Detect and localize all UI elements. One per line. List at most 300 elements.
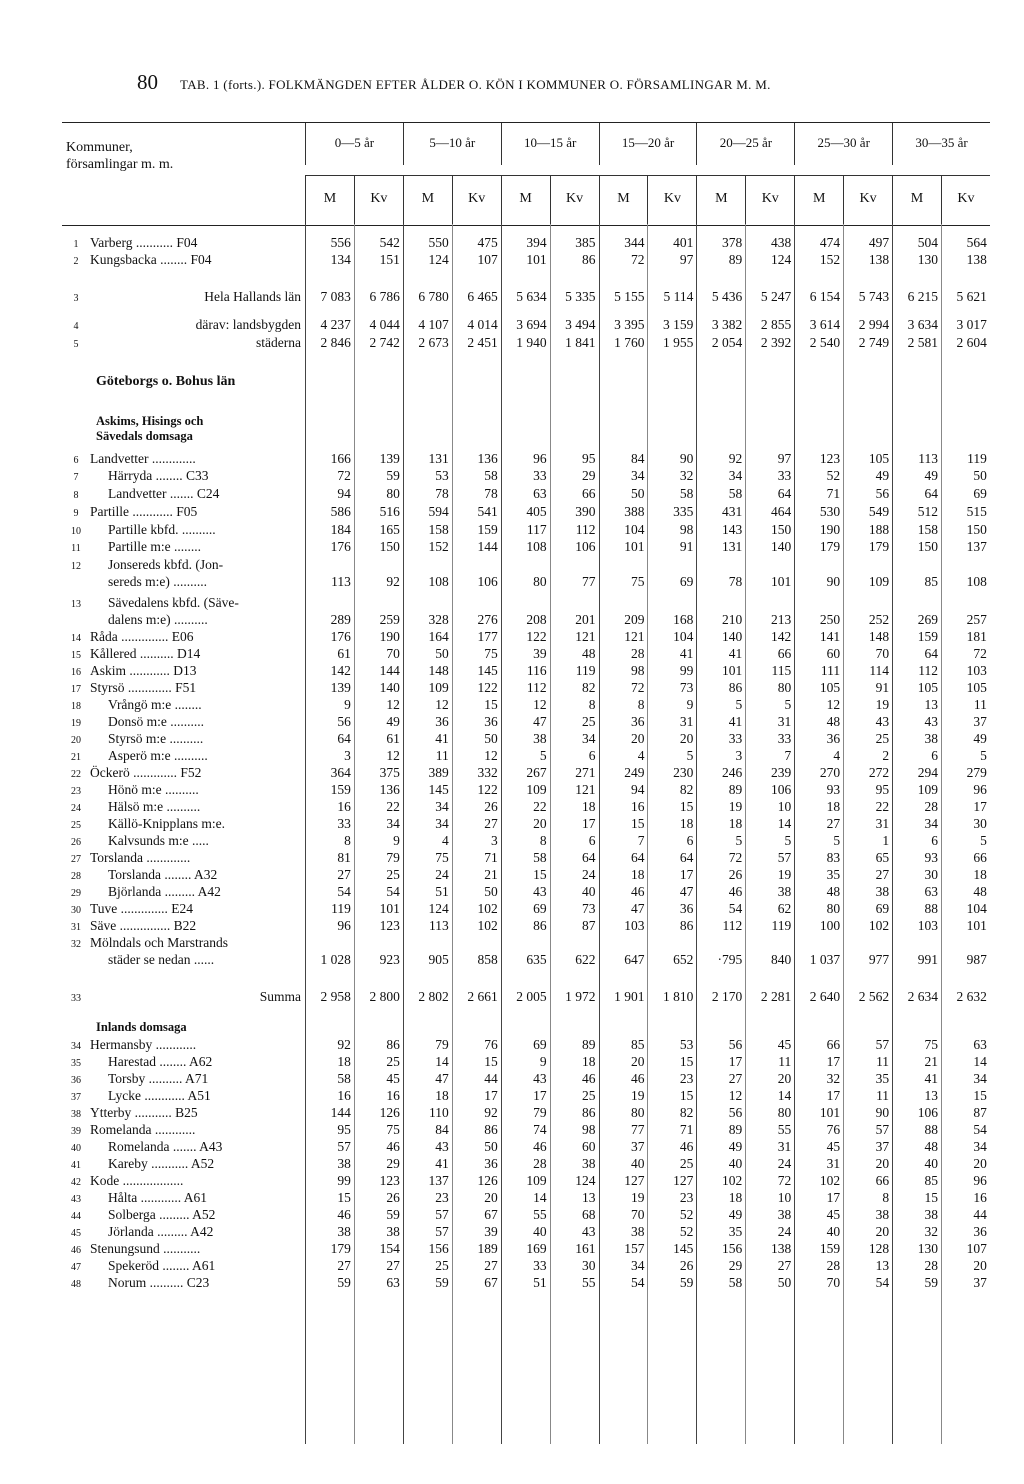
table-cell: 905 [428,952,449,967]
table-cell: 190 [379,629,400,644]
table-cell: 36 [484,714,498,729]
table-cell: 96 [973,782,987,797]
table-cell: 137 [428,1173,449,1188]
table-cell: 1 901 [614,989,645,1004]
table-cell: 127 [624,1173,645,1188]
table-cell: 88 [924,1122,938,1137]
table-cell: 375 [379,765,400,780]
table-row [62,467,990,484]
table-cell: 3 494 [565,317,596,332]
table-cell: 103 [917,918,938,933]
table-cell: 29 [386,1156,400,1171]
table-cell: 131 [428,451,449,466]
table-cell: 106 [770,782,792,797]
table-cell: 161 [575,1241,596,1256]
table-cell: 66 [582,486,596,501]
table-cell: 158 [428,522,449,537]
table-cell: 79 [386,850,400,865]
table-cell: 5 [980,748,987,763]
table-cell: 335 [673,504,694,519]
row-label: Hålta ............ A61 [108,1190,207,1205]
table-cell: 40 [630,1156,645,1171]
table-cell: 15 [484,697,498,712]
row-label: Säve ............... B22 [90,918,197,933]
table-cell: 54 [386,884,400,899]
table-cell: 497 [868,235,890,250]
table-cell: 16 [386,1088,400,1103]
table-cell: 95 [337,1122,351,1137]
table-cell: 27 [484,1258,498,1273]
table-cell: 37 [875,1139,890,1154]
table-cell: 7 083 [320,289,351,304]
table-cell: 75 [924,1037,938,1052]
table-cell: 6 780 [418,289,449,304]
table-cell: 3 614 [809,317,841,332]
table-cell: 594 [428,504,449,519]
table-cell: 30 [973,816,987,831]
table-cell: 78 [435,486,449,501]
table-row [62,900,990,917]
table-cell: 18 [973,867,987,882]
table-cell: 85 [924,1173,938,1188]
table-cell: 208 [526,612,547,627]
table-cell: 6 154 [809,289,841,304]
table-cell: 49 [728,1139,743,1154]
row-number: 27 [71,854,81,865]
table-cell: 28 [630,646,645,661]
table-cell: 28 [826,1258,841,1273]
table-cell: 58 [533,850,547,865]
table-cell: 96 [533,451,547,466]
table-cell: 40 [533,1224,547,1239]
table-cell: 128 [868,1241,890,1256]
table-cell: 50 [777,1275,792,1290]
table-cell: 2 994 [858,317,890,332]
table-cell: 14 [435,1054,449,1069]
table-cell: 59 [679,1275,694,1290]
table-cell: 121 [575,629,596,644]
table-cell: 17 [582,816,596,831]
table-cell: 145 [477,663,498,678]
table-cell: 38 [924,731,938,746]
table-cell: 179 [330,1241,351,1256]
table-cell: 117 [526,522,547,537]
table-cell: 43 [533,884,547,899]
sex-header: Kv [647,175,696,225]
table-cell: 82 [679,782,694,797]
table-cell: 59 [435,1275,449,1290]
table-cell: 2 451 [467,335,498,350]
table-row [62,764,990,781]
table-cell: 18 [826,799,841,814]
table-row [62,696,990,713]
table-cell: 6 [931,748,938,763]
table-cell: 119 [331,901,351,916]
table-row [62,1155,990,1172]
table-cell: 86 [582,1105,596,1120]
row-number [62,967,90,968]
table-cell: 89 [728,782,743,797]
table-cell: 20 [679,731,694,746]
table-cell: 179 [819,539,841,554]
table-cell: 108 [428,574,449,589]
table-row [62,781,990,798]
table-cell: 923 [379,952,400,967]
table-cell: 328 [428,612,449,627]
age-group-header: 5—10 år [403,123,501,165]
row-number: 39 [71,1126,81,1137]
table-cell: 46 [630,884,645,899]
table-cell: 37 [630,1139,645,1154]
table-cell: 73 [679,680,694,695]
table-row [62,832,990,849]
table-cell: 5 247 [760,289,792,304]
table-cell: 38 [337,1156,351,1171]
sex-header: M [403,175,452,225]
sex-header: Kv [354,175,403,225]
row-number: 25 [71,820,81,831]
table-cell: 10 [777,1190,792,1205]
page-header [137,70,997,100]
table-cell: 84 [630,451,645,466]
row-label: Styrsö m:e .......... [108,731,204,746]
row-number: 16 [71,667,81,678]
table-cell: 239 [770,765,792,780]
row-number: 2 [73,256,79,267]
row-label: Kållered .......... D14 [90,646,201,661]
table-row [62,1070,990,1087]
table-cell: 20 [875,1156,890,1171]
table-cell: 63 [973,1037,987,1052]
table-cell: 19 [630,1088,645,1103]
table-cell: 58 [728,1275,743,1290]
table-cell: 95 [875,782,890,797]
table-cell: 60 [826,646,841,661]
table-cell: 104 [673,629,694,644]
table-cell: 77 [582,574,596,589]
table-cell: 64 [777,486,792,501]
table-cell: 105 [917,680,938,695]
table-cell: 70 [875,646,890,661]
table-cell: 108 [966,574,987,589]
table-cell: 159 [330,782,351,797]
table-cell: 57 [777,850,792,865]
table-cell: 148 [428,663,449,678]
table-cell: 121 [575,782,596,797]
table-cell: 3 395 [614,317,645,332]
table-cell: 108 [526,539,547,554]
table-cell: 2 800 [369,989,400,1004]
row-label: Jörlanda ......... A42 [108,1224,214,1239]
table-row [62,988,990,1005]
table-cell: 101 [966,918,987,933]
table-cell: 119 [575,663,596,678]
table-cell: 85 [924,574,938,589]
table-cell: 26 [728,867,743,882]
table-cell: 40 [728,1156,743,1171]
table-cell: 181 [966,629,987,644]
table-cell: 464 [770,504,792,519]
table-cell: 2 749 [858,335,890,350]
table-cell: 75 [435,850,449,865]
row-number: 7 [73,472,79,483]
table-cell: 165 [379,522,400,537]
table-cell: 41 [679,646,694,661]
table-cell: 57 [875,1122,890,1137]
row-number: 44 [71,1211,81,1222]
table-cell: 41 [924,1071,938,1086]
table-cell: 38 [875,884,890,899]
table-cell: 57 [875,1037,890,1052]
table-cell: 107 [477,252,498,267]
table-cell: 116 [526,663,547,678]
table-cell: 25 [875,731,890,746]
table-cell: 38 [337,1224,351,1239]
table-cell: 176 [330,629,351,644]
table-cell: 143 [722,522,743,537]
row-label: Ytterby ........... B25 [90,1105,198,1120]
table-cell: 190 [819,522,841,537]
table-cell: 37 [973,714,987,729]
column-caption: Kommuner, församlingar m. m. [66,140,174,172]
table-cell: 48 [973,884,987,899]
table-cell: 73 [582,901,596,916]
table-row [62,798,990,815]
row-label: Partille kbfd. .......... [108,522,216,537]
table-cell: 80 [386,486,400,501]
table-cell: 98 [582,1122,596,1137]
table-row [62,503,990,520]
table-row [62,288,990,305]
table-cell: 33 [728,731,743,746]
row-label: Hela Hallands län [204,289,301,304]
table-cell: 230 [673,765,694,780]
table-cell: 69 [533,1037,547,1052]
table-cell: 89 [582,1037,596,1052]
table-cell: 113 [918,451,938,466]
table-cell: 109 [428,680,449,695]
row-label: Asperö m:e .......... [108,748,208,763]
table-cell: 49 [973,731,987,746]
table-cell: 59 [924,1275,938,1290]
table-cell: 12 [826,697,841,712]
table-cell: 20 [875,1224,890,1239]
table-cell: 22 [386,799,400,814]
table-cell: 257 [966,612,987,627]
table-cell: 140 [722,629,743,644]
table-cell: 63 [533,486,547,501]
table-cell: 112 [575,522,596,537]
table-cell: 27 [386,1258,400,1273]
table-cell: 20 [630,1054,645,1069]
table-cell: 66 [973,850,987,865]
table-cell: 11 [876,1088,890,1103]
table-cell: 136 [477,451,498,466]
table-cell: 5 114 [663,289,694,304]
table-cell: 54 [973,1122,987,1137]
table-cell: 401 [673,235,694,250]
table-cell: 55 [777,1122,792,1137]
table-cell: 69 [679,574,694,589]
age-group-header: 10—15 år [501,123,599,165]
table-row [62,1121,990,1138]
table-cell: 44 [484,1071,498,1086]
table-row [62,866,990,883]
table-cell: 53 [679,1037,694,1052]
table-cell: 159 [819,1241,841,1256]
table-cell: 77 [630,1122,645,1137]
table-cell: 40 [826,1224,841,1239]
age-group-header: 25—30 år [794,123,892,165]
table-cell: 88 [924,901,938,916]
table-cell: 4 014 [467,317,498,332]
table-cell: 124 [428,252,449,267]
row-number: 6 [73,455,79,466]
row-label: Solberga ......... A52 [108,1207,216,1222]
table-cell: 101 [379,901,400,916]
table-cell: 140 [379,680,400,695]
table-cell: 38 [630,1224,645,1239]
row-number: 32 [71,939,81,950]
row-number: 17 [71,684,81,695]
table-cell: 50 [973,468,987,483]
table-row [62,450,990,467]
table-cell: 101 [819,1105,841,1120]
row-label: Romelanda ............ [90,1122,196,1137]
row-label: Partille ............ F05 [90,504,198,519]
table-cell: 378 [722,235,743,250]
table-cell: 9 [393,833,400,848]
table-cell: 112 [722,918,743,933]
table-cell: 46 [582,1071,596,1086]
table-cell: 62 [777,901,792,916]
table-cell: 150 [966,522,987,537]
row-label: Stenungsund ........... [90,1241,201,1256]
table-row [62,679,990,696]
row-label: Björlanda ......... A42 [108,884,221,899]
table-cell: 80 [826,901,841,916]
table-cell: 72 [728,850,743,865]
table-cell: 102 [477,918,498,933]
table-cell: 103 [966,663,987,678]
table-cell: 3 159 [663,317,694,332]
table-cell: 109 [526,1173,547,1188]
table-cell: 46 [679,1139,694,1154]
table-cell: 2 054 [711,335,743,350]
table-cell: 2 [882,748,890,763]
table-cell: 3 382 [711,317,743,332]
table-cell: 52 [679,1224,694,1239]
table-cell: 24 [435,867,449,882]
table-cell: 53 [435,468,449,483]
table-cell: 19 [728,799,743,814]
table-cell: 431 [722,504,743,519]
table-cell: 105 [819,680,841,695]
table-cell: 27 [484,816,498,831]
table-row [62,594,990,611]
table-cell: 18 [435,1088,449,1103]
table-cell: 17 [826,1054,841,1069]
table-cell: 332 [477,765,498,780]
table-cell: 123 [379,1173,400,1188]
table-row [62,1138,990,1155]
row-number: 12 [71,561,81,572]
row-label: Öckerö ............. F52 [90,765,202,780]
table-cell: 49 [728,1207,743,1222]
table-row [62,611,990,628]
table-cell: 13 [924,697,938,712]
table-cell: 28 [924,799,938,814]
table-cell: 38 [386,1224,400,1239]
table-cell: 63 [386,1275,400,1290]
table-cell: 119 [771,918,792,933]
sex-header: M [599,175,648,225]
row-number: 47 [71,1262,81,1273]
table-cell: 115 [771,663,792,678]
table-cell: 27 [337,867,351,882]
table-cell: 2 846 [320,335,351,350]
table-cell: 6 215 [907,289,938,304]
table-cell: 385 [575,235,596,250]
table-cell: 72 [630,680,645,695]
row-label: Partille m:e ........ [108,539,201,554]
row-label: Askim ............ D13 [90,663,197,678]
table-cell: 64 [337,731,351,746]
table-cell: 151 [379,252,400,267]
row-label: Hermansby ............ [90,1037,197,1052]
row-label: Spekeröd ........ A61 [108,1258,216,1273]
table-cell: 5 [833,833,841,848]
sex-header: Kv [941,175,990,225]
table-cell: 1 810 [663,989,694,1004]
table-cell: 80 [777,680,792,695]
table-cell: 38 [533,731,547,746]
table-cell: 46 [386,1139,400,1154]
row-number: 19 [71,718,81,729]
table-cell: 54 [337,884,351,899]
table-cell: 5 743 [858,289,890,304]
sex-headers [305,175,990,225]
table-cell: 5 [735,697,743,712]
table-cell: 16 [973,1190,987,1205]
table-row [62,1189,990,1206]
row-number: 46 [71,1245,81,1256]
row-number: 36 [71,1075,81,1086]
table-row [62,662,990,679]
table-cell: 127 [673,1173,694,1188]
table-cell: 14 [777,1088,792,1103]
table-cell: 2 855 [760,317,792,332]
age-group-header: 20—25 år [696,123,794,165]
age-group-headers [305,123,990,165]
row-number: 34 [71,1041,81,1052]
table-cell: 18 [582,799,596,814]
table-cell: 90 [875,1105,890,1120]
table-cell: 26 [386,1190,400,1205]
row-label: Kungsbacka ........ F04 [90,252,212,267]
row-label: dalens m:e) .......... [108,612,208,627]
table-cell: 6 [588,833,596,848]
table-cell: 32 [826,1071,841,1086]
table-cell: 27 [875,867,890,882]
table-cell: 105 [966,680,987,695]
table-cell: 107 [966,1241,987,1256]
table-cell: 270 [819,765,841,780]
row-label: Hönö m:e .......... [108,782,199,797]
table-cell: 43 [533,1071,547,1086]
table-cell: 36 [435,714,449,729]
table-cell: 64 [630,850,645,865]
